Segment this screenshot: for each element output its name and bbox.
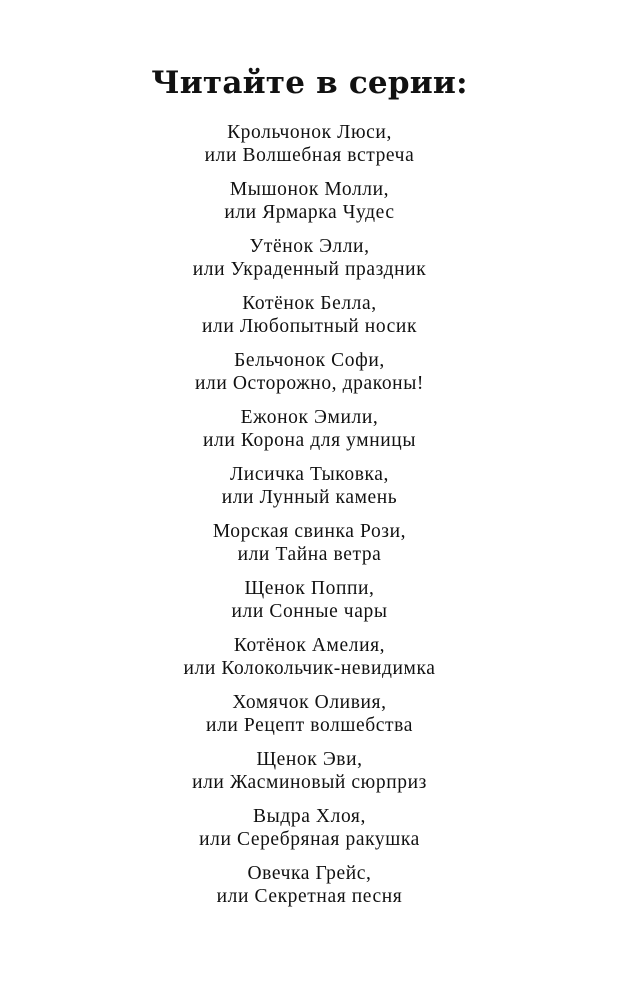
book-title: Котёнок Белла, — [242, 293, 377, 314]
book-entry — [0, 634, 619, 680]
book-title: Выдра Хлоя, — [253, 806, 366, 827]
book-subtitle: или Украденный праздник — [192, 259, 427, 280]
book-subtitle: или Осторожно, драконы! — [194, 373, 425, 394]
series-book-list — [0, 121, 619, 919]
book-entry — [0, 748, 619, 794]
book-subtitle: или Жасминовый сюрприз — [192, 772, 427, 793]
book-entry — [0, 121, 619, 167]
book-subtitle: или Секретная песня — [216, 886, 403, 907]
book-subtitle: или Колокольчик-невидимка — [183, 658, 436, 679]
book-title: Котёнок Амелия, — [233, 635, 386, 656]
book-subtitle: или Ярмарка Чудес — [224, 202, 395, 223]
book-title: Хомячок Оливия, — [232, 692, 387, 713]
book-entry — [0, 235, 619, 281]
book-entry — [0, 292, 619, 338]
book-entry — [0, 520, 619, 566]
book-title: Крольчонок Люси, — [227, 122, 392, 143]
book-title: Утёнок Элли, — [249, 236, 370, 257]
book-subtitle: или Волшебная встреча — [204, 145, 415, 166]
book-title: Мышонок Молли, — [229, 179, 390, 200]
page-heading: Читайте в серии: — [151, 65, 468, 101]
book-entry — [0, 805, 619, 851]
book-subtitle: или Сонные чары — [231, 601, 388, 622]
book-subtitle: или Тайна ветра — [237, 544, 382, 565]
book-subtitle: или Любопытный носик — [201, 316, 418, 337]
book-entry — [0, 463, 619, 509]
book-entry — [0, 577, 619, 623]
book-title: Щенок Поппи, — [244, 578, 375, 599]
book-title: Щенок Эви, — [256, 749, 363, 770]
book-title: Бельчонок Софи, — [234, 350, 385, 371]
book-entry — [0, 406, 619, 452]
book-title: Лисичка Тыковка, — [229, 464, 390, 485]
book-entry — [0, 178, 619, 224]
book-title: Ежонок Эмили, — [240, 407, 379, 428]
book-entry — [0, 862, 619, 908]
book-subtitle: или Серебряная ракушка — [199, 829, 420, 850]
book-subtitle: или Корона для умницы — [202, 430, 417, 451]
book-title: Овечка Грейс, — [247, 863, 372, 884]
book-subtitle: или Лунный камень — [221, 487, 398, 508]
book-entry — [0, 691, 619, 737]
book-title: Морская свинка Рози, — [212, 521, 407, 542]
book-subtitle: или Рецепт волшебства — [206, 715, 413, 736]
book-entry — [0, 349, 619, 395]
